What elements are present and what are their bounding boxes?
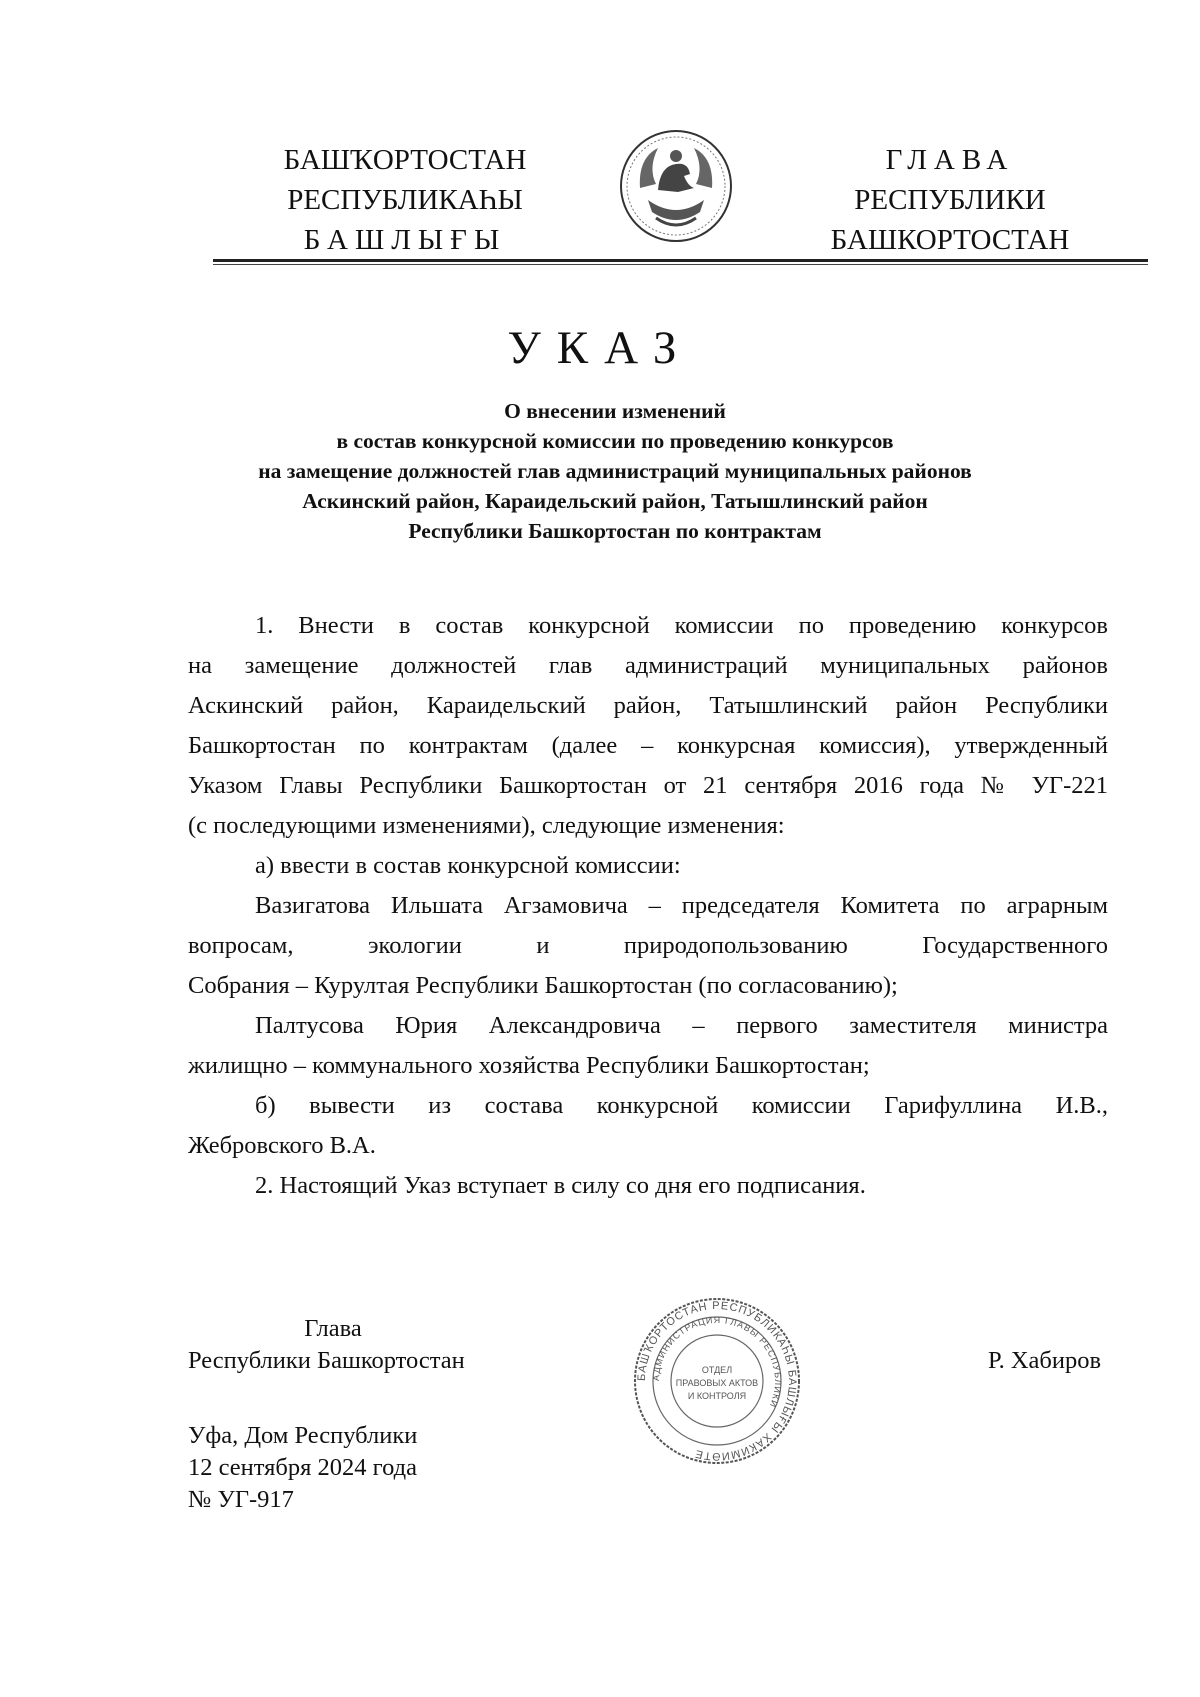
document-body: [188, 606, 1108, 1206]
header-right-line-3: БАШКОРТОСТАН: [830, 224, 1070, 256]
p1-line-5: Указом Главы Республики Башкортостан от 21 сентября 2016 года № УГ-221: [188, 772, 1108, 799]
stamp-inner-text: АДМИНИСТРАЦИЯ ГЛАВЫ РЕСПУБЛИКИ: [650, 1314, 784, 1410]
header-russian: [795, 140, 1105, 260]
subtitle-line-4: Аскинский район, Караидельский район, Татышлинский район: [302, 489, 928, 513]
header-right-line-2: РЕСПУБЛИКИ: [854, 184, 1046, 216]
signatory-position-line-1: Глава: [304, 1315, 362, 1342]
decree-place-date-number: [188, 1420, 417, 1516]
paltusov-line-1: Палтусова Юрия Александровича – первого заместителя министра: [255, 1012, 1108, 1039]
paragraph-2: 2. Настоящий Указ вступает в силу со дня его подписания.: [255, 1172, 866, 1199]
vazigatov-line-3: Собрания – Курултая Республики Башкортостан (по согласованию);: [188, 972, 898, 999]
subtitle-line-1: О внесении изменений: [504, 399, 726, 423]
official-seal-stamp-icon: [633, 1297, 801, 1465]
subtitle-line-2: в состав конкурсной комиссии по проведению конкурсов: [336, 429, 894, 453]
decree-date: 12 сентября 2024 года: [188, 1454, 417, 1481]
header-right-line-1: ГЛАВА: [885, 144, 1015, 176]
paltusov-line-2: жилищно – коммунального хозяйства Республики Башкортостан;: [188, 1052, 870, 1079]
stamp-center-line-1: ОТДЕЛ: [701, 1365, 733, 1375]
vazigatov-line-2: вопросам, экологии и природопользованию Государственного: [188, 932, 1108, 959]
header-left-line-3: БАШЛЫҒЫ: [303, 224, 507, 256]
document-title: УКАЗ: [507, 322, 693, 374]
coat-of-arms-emblem-icon: [618, 128, 734, 244]
header-divider-thin: [213, 264, 1148, 265]
signatory-position-line-2: Республики Башкортостан: [188, 1347, 465, 1374]
vazigatov-line-1: Вазигатова Ильшата Агзамовича – председателя Комитета по аграрным: [255, 892, 1108, 919]
document-subtitle: [150, 396, 1080, 546]
p1-line-4: Башкортостан по контрактам (далее – конкурсная комиссия), утвержденный: [188, 732, 1108, 759]
stamp-center-line-2: ПРАВОВЫХ АКТОВ: [675, 1378, 759, 1388]
decree-number: № УГ-917: [188, 1486, 294, 1513]
p1-line-1: 1. Внести в состав конкурсной комиссии по проведению конкурсов: [255, 612, 1108, 639]
signatory-position: [188, 1313, 478, 1377]
p1-line-2: на замещение должностей глав администраций муниципальных районов: [188, 652, 1108, 679]
signatory-name: Р. Хабиров: [988, 1347, 1102, 1374]
subtitle-line-5: Республики Башкортостан по контрактам: [408, 519, 822, 543]
header-left-line-2: РЕСПУБЛИКАҺЫ: [287, 184, 523, 216]
p1-line-3: Аскинский район, Караидельский район, Татышлинский район Республики: [188, 692, 1108, 719]
subtitle-line-3: на замещение должностей глав администраций муниципальных районов: [258, 459, 972, 483]
p1-line-6: (с последующими изменениями), следующие изменения:: [188, 812, 785, 839]
header-bashkir: [250, 140, 560, 260]
stamp-outer-text: БАШҠОРТОСТАН РЕСПУБЛИКАҺЫ БАШЛЫҒЫ ХАКИМИӘТЕ: [635, 1299, 799, 1463]
header-divider-thick: [213, 259, 1148, 262]
paragraph-a: а) ввести в состав конкурсной комиссии:: [255, 852, 681, 879]
paragraph-b-line-1: б) вывести из состава конкурсной комиссии Гарифуллина И.В.,: [255, 1092, 1108, 1119]
header-left-line-1: БАШҠОРТОСТАН: [283, 144, 527, 176]
decree-location: Уфа, Дом Республики: [188, 1422, 418, 1449]
paragraph-b-line-2: Жебровского В.А.: [188, 1132, 376, 1159]
stamp-center-line-3: И КОНТРОЛЯ: [687, 1391, 747, 1401]
